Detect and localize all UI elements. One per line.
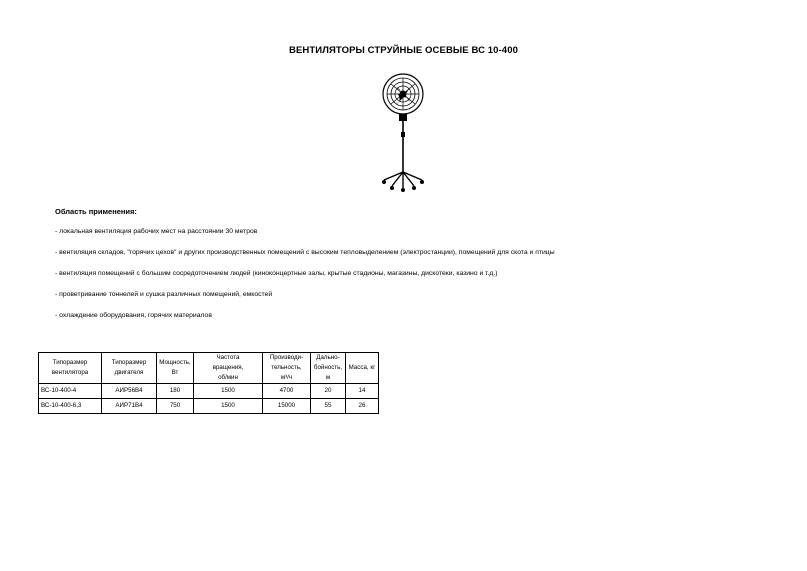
application-item: - проветривание тоннелей и сушка различных помещений, емкостей: [55, 291, 273, 298]
cell-mass: 26: [346, 399, 379, 414]
header-power: Мощность, Вт: [157, 353, 194, 384]
page-title: ВЕНТИЛЯТОРЫ СТРУЙНЫЕ ОСЕВЫЕ ВС 10-400: [289, 45, 518, 56]
cell-range: 20: [311, 384, 346, 399]
application-item: - вентиляция складов, "горячих цехов" и других производственных помещений с высоким тепловыделением (электростанции), помещений для скота и птицы: [55, 249, 555, 256]
header-motor-model: Типоразмер двигателя: [102, 353, 157, 384]
specifications-table: [38, 352, 379, 414]
cell-fan-model: ВС-10-400-4: [39, 384, 102, 399]
cell-power: 180: [157, 384, 194, 399]
fan-illustration: [378, 72, 428, 194]
table-header-row: [39, 353, 379, 384]
cell-capacity: 15000: [263, 399, 311, 414]
application-heading: Область применения:: [55, 207, 137, 216]
header-mass: Масса, кг: [346, 353, 379, 384]
cell-fan-model: ВС-10-400-6,3: [39, 399, 102, 414]
cell-rotation-speed: 1500: [194, 399, 263, 414]
application-item: - вентиляция помещений с большим сосредоточением людей (киноконцертные залы, крытые стадионы, магазины, дискотеки, казино и т.д.): [55, 270, 498, 277]
header-rotation-speed: Частота вращения, об/мин: [194, 353, 263, 384]
cell-range: 55: [311, 399, 346, 414]
table-row: [39, 399, 379, 414]
cell-power: 750: [157, 399, 194, 414]
cell-rotation-speed: 1500: [194, 384, 263, 399]
cell-motor-model: АИР56В4: [102, 384, 157, 399]
table-row: [39, 384, 379, 399]
cell-capacity: 4700: [263, 384, 311, 399]
cell-mass: 14: [346, 384, 379, 399]
application-item: - локальная вентиляция рабочих мест на расстоянии 30 метров: [55, 228, 258, 235]
cell-motor-model: АИР71В4: [102, 399, 157, 414]
header-capacity: Производи- тельность, м³/ч: [263, 353, 311, 384]
header-fan-model: Типоразмер вентилятора: [39, 353, 102, 384]
application-item: - охлаждение оборудования, горячих материалов: [55, 312, 212, 319]
header-range: Дально- бойность, м: [311, 353, 346, 384]
